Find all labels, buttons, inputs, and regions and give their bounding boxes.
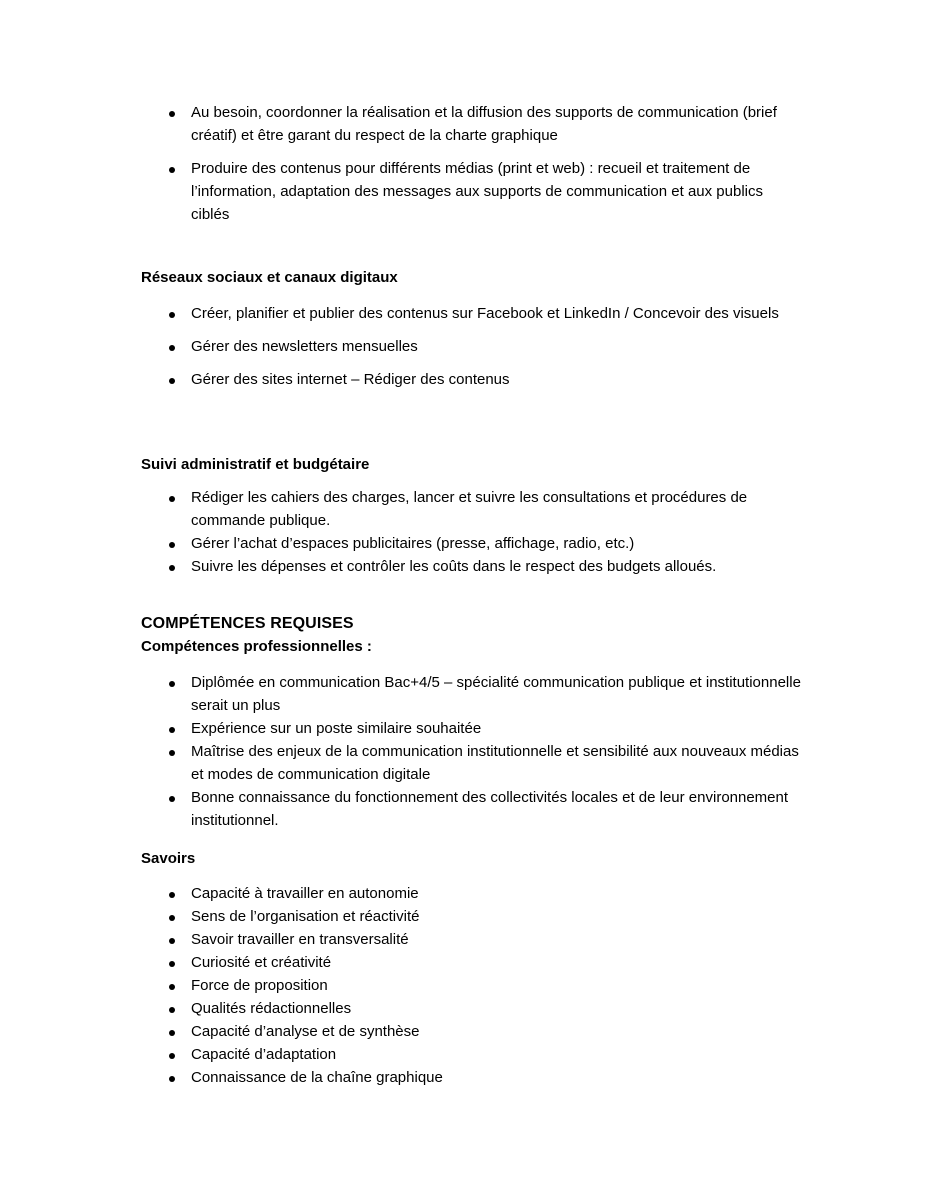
list-item: [141, 786, 801, 832]
competences-section: [141, 612, 801, 658]
list-item-text: Créer, planifier et publier des contenus sur Facebook et LinkedIn / Concevoir des visuels: [191, 305, 779, 322]
list-item: [141, 486, 801, 532]
list-item-text: Gérer des newsletters mensuelles: [191, 338, 418, 355]
section-heading: Savoirs: [141, 850, 196, 867]
list-item: [141, 928, 801, 951]
list-item: [141, 335, 801, 358]
list-item-text: Capacité d’analyse et de synthèse: [191, 1023, 420, 1040]
list-item-text: Rédiger les cahiers des charges, lancer et suivre les consultations et procédures de commande publique.: [191, 489, 748, 529]
section-title: COMPÉTENCES REQUISES: [141, 615, 354, 632]
bullet-icon: [169, 167, 175, 173]
admin-list: [141, 486, 801, 578]
list-item: [141, 717, 801, 740]
list-item-text: Sens de l’organisation et réactivité: [191, 908, 420, 925]
bullet-icon: [169, 378, 175, 384]
bullet-icon: [169, 111, 175, 117]
list-item: [141, 951, 801, 974]
bullet-icon: [169, 496, 175, 502]
bullet-icon: [169, 312, 175, 318]
bullet-icon: [169, 345, 175, 351]
list-item: [141, 1043, 801, 1066]
list-item: [141, 302, 801, 325]
bullet-icon: [169, 961, 175, 967]
section-heading: Réseaux sociaux et canaux digitaux: [141, 269, 398, 286]
social-list-wrap: [141, 302, 801, 391]
list-item-text: Maîtrise des enjeux de la communication institutionnelle et sensibilité aux nouveaux médias et modes de communication digitale: [191, 743, 799, 783]
bullet-icon: [169, 915, 175, 921]
bullet-icon: [169, 1007, 175, 1013]
list-item-text: Produire des contenus pour différents médias (print et web) : recueil et traitement de l’information, adaptation des messages aux supports de communication et aux publics ciblés: [191, 160, 763, 223]
list-item: [141, 1020, 801, 1043]
list-item-text: Au besoin, coordonner la réalisation et la diffusion des supports de communication (brief créatif) et être garant du respect de la charte graphique: [191, 104, 777, 144]
bullet-icon: [169, 1030, 175, 1036]
list-item: [141, 555, 801, 578]
admin-section: [141, 453, 801, 476]
list-item: [141, 532, 801, 555]
intro-list: [141, 101, 801, 226]
list-item: [141, 368, 801, 391]
admin-list-wrap: [141, 486, 801, 578]
social-section: [141, 266, 801, 289]
competences-list: [141, 671, 801, 832]
list-item: [141, 1066, 801, 1089]
intro-section: [141, 101, 801, 226]
list-item: [141, 974, 801, 997]
list-item-text: Capacité d’adaptation: [191, 1046, 337, 1063]
list-item-text: Capacité à travailler en autonomie: [191, 885, 419, 902]
list-item: [141, 101, 801, 147]
list-item-text: Bonne connaissance du fonctionnement des collectivités locales et de leur environnement institutionnel.: [191, 789, 789, 829]
savoirs-section: [141, 847, 801, 870]
list-item-text: Force de proposition: [191, 977, 328, 994]
list-item-text: Suivre les dépenses et contrôler les coûts dans le respect des budgets alloués.: [191, 558, 717, 575]
list-item: [141, 671, 801, 717]
list-item-text: Curiosité et créativité: [191, 954, 332, 971]
competences-list-wrap: [141, 671, 801, 832]
list-item: [141, 740, 801, 786]
section-heading: Suivi administratif et budgétaire: [141, 456, 370, 473]
bullet-icon: [169, 565, 175, 571]
list-item: [141, 997, 801, 1020]
list-item-text: Diplômée en communication Bac+4/5 – spécialité communication publique et institutionnelle serait un plus: [191, 674, 801, 714]
list-item-text: Savoir travailler en transversalité: [191, 931, 409, 948]
savoirs-list-wrap: [141, 882, 801, 1089]
list-item-text: Connaissance de la chaîne graphique: [191, 1069, 443, 1086]
savoirs-list: [141, 882, 801, 1089]
bullet-icon: [169, 1076, 175, 1082]
social-list: [141, 302, 801, 391]
bullet-icon: [169, 681, 175, 687]
list-item-text: Expérience sur un poste similaire souhaitée: [191, 720, 482, 737]
list-item-text: Gérer des sites internet – Rédiger des contenus: [191, 371, 510, 388]
bullet-icon: [169, 750, 175, 756]
list-item: [141, 157, 801, 226]
bullet-icon: [169, 542, 175, 548]
bullet-icon: [169, 984, 175, 990]
section-subtitle: Compétences professionnelles :: [141, 638, 372, 655]
list-item-text: Gérer l’achat d’espaces publicitaires (presse, affichage, radio, etc.): [191, 535, 635, 552]
bullet-icon: [169, 892, 175, 898]
bullet-icon: [169, 1053, 175, 1059]
list-item-text: Qualités rédactionnelles: [191, 1000, 352, 1017]
list-item: [141, 882, 801, 905]
bullet-icon: [169, 938, 175, 944]
bullet-icon: [169, 796, 175, 802]
bullet-icon: [169, 727, 175, 733]
list-item: [141, 905, 801, 928]
